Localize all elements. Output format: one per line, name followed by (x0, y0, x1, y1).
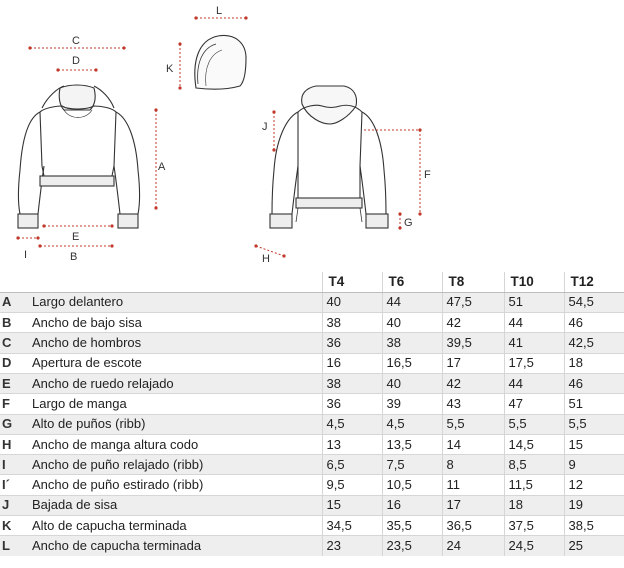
measure-label: Largo delantero (26, 292, 322, 312)
size-chart-table (0, 272, 624, 556)
measure-label: Bajada de sisa (26, 495, 322, 515)
measure-value: 4,5 (322, 414, 382, 434)
measure-value: 47 (504, 394, 564, 414)
hood-drawing (195, 36, 246, 90)
table-row (0, 495, 624, 515)
measure-value: 6,5 (322, 455, 382, 475)
measure-value: 38 (322, 373, 382, 393)
measure-value: 18 (504, 495, 564, 515)
measure-value: 36 (322, 333, 382, 353)
table-row (0, 414, 624, 434)
measure-value: 38,5 (564, 516, 624, 536)
measure-value: 44 (504, 313, 564, 333)
measure-code: H (0, 434, 26, 454)
label-B: B (70, 251, 78, 263)
measure-value: 42 (442, 313, 504, 333)
measure-value: 11,5 (504, 475, 564, 495)
measure-value: 47,5 (442, 292, 504, 312)
measure-value: 16,5 (382, 353, 442, 373)
measure-value: 44 (382, 292, 442, 312)
measure-label: Apertura de escote (26, 353, 322, 373)
table-row (0, 516, 624, 536)
measure-value: 23 (322, 536, 382, 556)
measure-label: Ancho de puño relajado (ribb) (26, 455, 322, 475)
measure-value: 5,5 (504, 414, 564, 434)
label-L: L (216, 5, 223, 17)
header-blank (26, 272, 322, 292)
table-row (0, 394, 624, 414)
measure-value: 17 (442, 495, 504, 515)
measure-label: Alto de puños (ribb) (26, 414, 322, 434)
hoodie-measurement-diagram (0, 0, 624, 268)
measure-value: 14 (442, 434, 504, 454)
measure-value: 43 (442, 394, 504, 414)
measure-value: 24,5 (504, 536, 564, 556)
measure-value: 51 (504, 292, 564, 312)
label-I: I (24, 249, 28, 261)
measure-code: I (0, 455, 26, 475)
measure-code: E (0, 373, 26, 393)
measure-label: Largo de manga (26, 394, 322, 414)
front-hoodie-drawing (18, 85, 140, 228)
label-D: D (72, 55, 80, 67)
measure-code: A (0, 292, 26, 312)
measure-code: F (0, 394, 26, 414)
label-C: C (72, 35, 80, 47)
measure-value: 54,5 (564, 292, 624, 312)
table-row (0, 313, 624, 333)
measure-value: 35,5 (382, 516, 442, 536)
measure-value: 25 (564, 536, 624, 556)
label-F: F (424, 169, 431, 181)
measure-value: 36 (322, 394, 382, 414)
label-G: G (404, 217, 413, 229)
measure-value: 15 (322, 495, 382, 515)
measure-code: J (0, 495, 26, 515)
measure-value: 9 (564, 455, 624, 475)
measure-label: Ancho de hombros (26, 333, 322, 353)
measure-code: L (0, 536, 26, 556)
measure-code: G (0, 414, 26, 434)
measure-code: D (0, 353, 26, 373)
size-header: T8 (442, 272, 504, 292)
measure-label: Ancho de manga altura codo (26, 434, 322, 454)
measure-value: 19 (564, 495, 624, 515)
size-header: T4 (322, 272, 382, 292)
table-row (0, 475, 624, 495)
measure-value: 5,5 (564, 414, 624, 434)
measure-value: 4,5 (382, 414, 442, 434)
table-row (0, 455, 624, 475)
measure-value: 11 (442, 475, 504, 495)
measure-value: 34,5 (322, 516, 382, 536)
label-K: K (166, 63, 174, 75)
back-hoodie-drawing (270, 86, 388, 228)
table-row (0, 353, 624, 373)
measure-value: 13 (322, 434, 382, 454)
measure-value: 15 (564, 434, 624, 454)
measure-code: K (0, 516, 26, 536)
header-blank (0, 272, 26, 292)
measure-value: 39,5 (442, 333, 504, 353)
measure-label: Ancho de puño estirado (ribb) (26, 475, 322, 495)
measure-value: 40 (382, 313, 442, 333)
measure-value: 16 (322, 353, 382, 373)
measure-value: 12 (564, 475, 624, 495)
measure-value: 37,5 (504, 516, 564, 536)
measure-value: 38 (382, 333, 442, 353)
measure-code: B (0, 313, 26, 333)
label-H: H (262, 253, 270, 265)
measure-value: 5,5 (442, 414, 504, 434)
measure-value: 7,5 (382, 455, 442, 475)
size-header: T6 (382, 272, 442, 292)
measure-value: 17 (442, 353, 504, 373)
measure-value: 8,5 (504, 455, 564, 475)
measure-label: Ancho de capucha terminada (26, 536, 322, 556)
table-row (0, 292, 624, 312)
measure-value: 44 (504, 373, 564, 393)
table-header-row (0, 272, 624, 292)
measure-label: Alto de capucha terminada (26, 516, 322, 536)
label-A: A (158, 161, 166, 173)
measure-value: 10,5 (382, 475, 442, 495)
size-header: T10 (504, 272, 564, 292)
measure-label: Ancho de ruedo relajado (26, 373, 322, 393)
measure-value: 40 (382, 373, 442, 393)
measure-value: 38 (322, 313, 382, 333)
measure-value: 23,5 (382, 536, 442, 556)
label-E: E (72, 231, 80, 243)
measure-value: 9,5 (322, 475, 382, 495)
label-J: J (262, 121, 268, 133)
measure-value: 39 (382, 394, 442, 414)
measure-value: 18 (564, 353, 624, 373)
table-row (0, 434, 624, 454)
size-header: T12 (564, 272, 624, 292)
measure-value: 16 (382, 495, 442, 515)
measure-value: 46 (564, 313, 624, 333)
measure-value: 41 (504, 333, 564, 353)
measure-code: C (0, 333, 26, 353)
table-row (0, 333, 624, 353)
measure-value: 42,5 (564, 333, 624, 353)
measure-value: 14,5 (504, 434, 564, 454)
measure-value: 46 (564, 373, 624, 393)
measure-label: Ancho de bajo sisa (26, 313, 322, 333)
measure-value: 36,5 (442, 516, 504, 536)
measure-value: 8 (442, 455, 504, 475)
measure-value: 51 (564, 394, 624, 414)
measure-value: 42 (442, 373, 504, 393)
measure-value: 24 (442, 536, 504, 556)
table-row (0, 536, 624, 556)
measure-code: I´ (0, 475, 26, 495)
measure-value: 13,5 (382, 434, 442, 454)
measure-value: 40 (322, 292, 382, 312)
table-row (0, 373, 624, 393)
measure-value: 17,5 (504, 353, 564, 373)
